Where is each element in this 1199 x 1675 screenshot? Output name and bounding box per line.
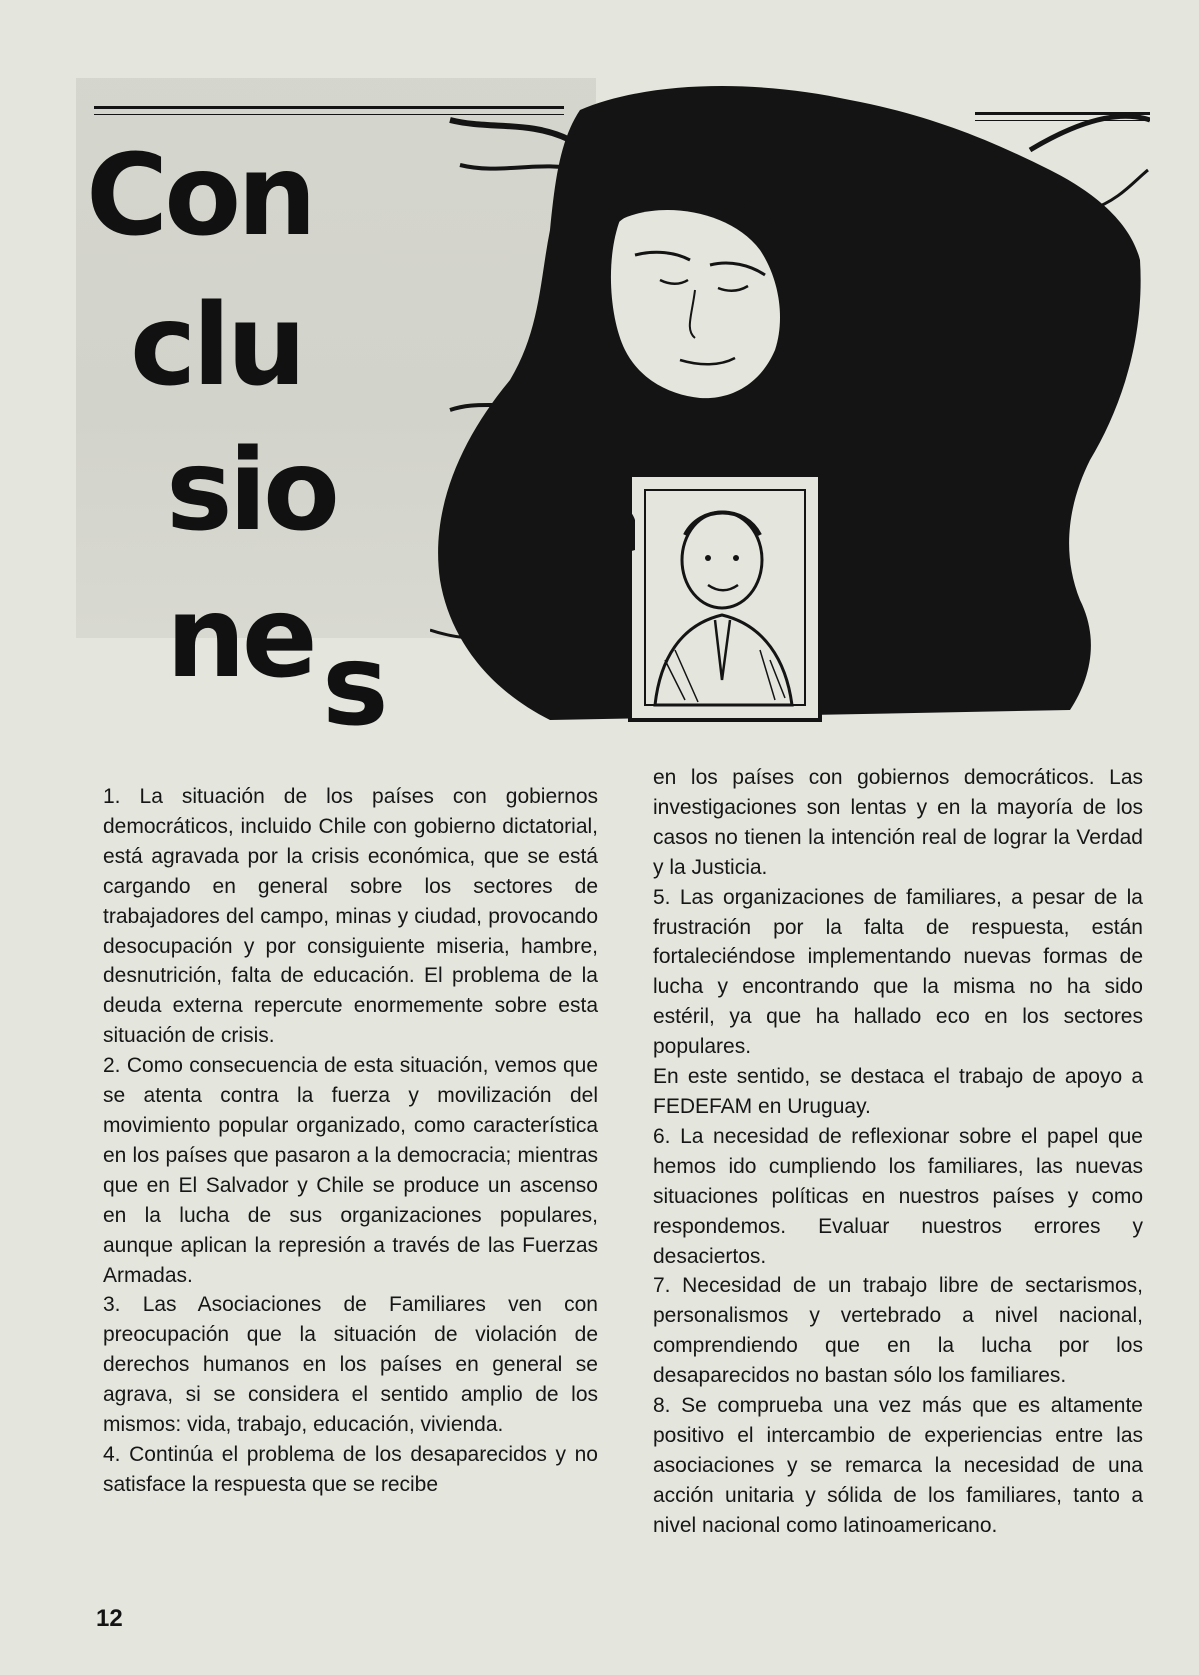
title-line-4: ne bbox=[166, 573, 314, 703]
article-title bbox=[86, 131, 426, 760]
paragraph-1: 1. La situación de los países con gobiernos democráticos, incluido Chile con gobierno dictatorial, está agravada por la crisis económica, que se está cargando en general sobre los sectores de trabajadores del campo, minas y ciudad, provocando desocupación y por consiguiente miseria, hambre, desnutrición, falta de educación. El problema de la deuda externa repercute enormemente sobre esta situación de crisis. bbox=[103, 785, 598, 1048]
right-column bbox=[653, 763, 1143, 1541]
paragraph-3: 3. Las Asociaciones de Familiares ven con preocupación que la situación de violación de derechos humanos en los países en general se agrava, si se considera el sentido amplio de los mismos: vida, trabajo, educación, vivienda. bbox=[103, 1293, 598, 1437]
title-line-2: clu bbox=[130, 281, 303, 411]
left-column bbox=[103, 782, 598, 1500]
paragraph-5-note: En este sentido, se destaca el trabajo de apoyo a FEDEFAM en Uruguay. bbox=[653, 1065, 1143, 1118]
paragraph-5: 5. Las organizaciones de familiares, a pesar de la frustración por la falta de respuesta, están fortaleciéndose implementando nuevas formas de lucha y encontrando que la misma no ha sido estéril, ya que ha hallado eco en los sectores populares. bbox=[653, 885, 1143, 1059]
paragraph-4-continued: en los países con gobiernos democráticos. Las investigaciones son lentas y en la mayoría de los casos no tienen la intención real de lograr la Verdad y la Justicia. bbox=[653, 766, 1143, 879]
page-number: 12 bbox=[96, 1605, 123, 1632]
title-flourish: s bbox=[322, 621, 385, 751]
paragraph-7: 7. Necesidad de un trabajo libre de sectarismos, personalismos y vertebrado a nivel nacional, comprendiendo que en la lucha por los desaparecidos no bastan sólo los familiares. bbox=[653, 1274, 1143, 1388]
paragraph-2: 2. Como consecuencia de esta situación, vemos que se atenta contra la fuerza y movilización del movimiento popular organizado, como característica en los países que pasaron a la democracia; mientras que en El Salvador y Chile se produce un ascenso en la lucha de sus organizaciones populares, aunque aplican la represión a través de las Fuerzas Armadas. bbox=[103, 1054, 598, 1287]
title-line-1: Con bbox=[86, 131, 313, 261]
mourning-woman-illustration bbox=[430, 80, 1150, 750]
paragraph-8: 8. Se comprueba una vez más que es altamente positivo el intercambio de experiencias entre las asociaciones y se remarca la necesidad de una acción unitaria y sólida de los familiares, tanto a nivel nacional como latinoamericano. bbox=[653, 1394, 1143, 1537]
title-line-3: sio bbox=[166, 426, 336, 556]
paragraph-6: 6. La necesidad de reflexionar sobre el papel que hemos ido cumpliendo los familiares, las nuevas situaciones políticas en nuestros países y como respondemos. Evaluar nuestros errores y desaciertos. bbox=[653, 1124, 1143, 1268]
paragraph-4: 4. Continúa el problema de los desaparecidos y no satisface la respuesta que se recibe bbox=[103, 1442, 598, 1496]
